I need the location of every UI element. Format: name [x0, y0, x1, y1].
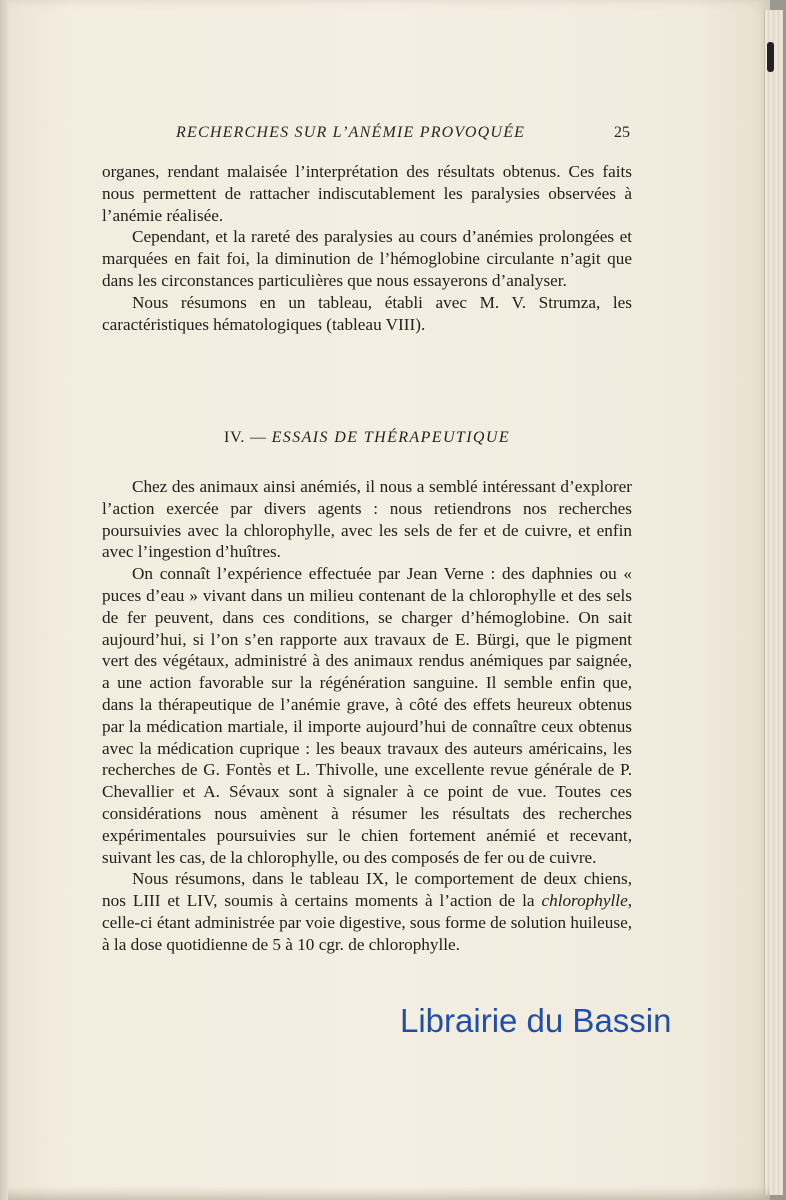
section-number: IV. —: [223, 429, 267, 446]
paragraph-5: On connaît l’expérience effectuée par Jean Verne : des daphnies ou « puces d’eau » vivant dans un milieu contenant de la chlorophylle et des sels de fer peuvent, dans ces conditions, se charger d’hémoglobine. On sait aujourd’hui, si l’on s’en rapporte aux travaux de E. Bürgi, que le pigment vert des végétaux, administré à des animaux rendus anémiques par saignée, a une action favorable sur la régénération sanguine. Il semble enfin que, dans la thérapeutique de l’anémie grave, à côté des effets heureux obtenus par la médication martiale, il importe aujourd’hui de connaître ceux obtenus avec la médication cuprique : les beaux travaux des auteurs américains, les recherches de G. Fontès et L. Thivolle, une excellente revue générale de P. Chevallier et A. Sévaux sont à signaler à ce point de vue. Toutes ces considérations nous amènent à résumer les résultats des recherches expérimentales poursuivies sur le chien fortement anémié et recevant, suivant les cas, de la chlorophylle, ou des composés de fer ou de cuivre.: [102, 564, 632, 867]
running-header: [176, 124, 630, 146]
page-edges: [764, 10, 783, 1195]
paragraph-1: organes, rendant malaisée l’interprétation des résultats obtenus. Ces faits nous permettent de rattacher indiscutablement les paralysies observées à l’anémie réalisée.: [102, 162, 632, 225]
text-block-1: [102, 161, 632, 335]
page-number: 25: [614, 124, 630, 141]
paragraph-4: Chez des animaux ainsi anémiés, il nous a semblé intéressant d’explorer l’action exercée par divers agents : nous retiendrons nos recherches poursuivies avec la chlorophylle, avec les sels de fer et de cuivre, et enfin avec l’ingestion d’huîtres.: [102, 477, 632, 562]
paragraph-6: [102, 868, 632, 955]
chlorophylle-term: chlorophylle: [541, 891, 628, 911]
paragraph-3: Nous résumons en un tableau, établi avec M. V. Strumza, les caractéristiques hématologiques (tableau VIII).: [102, 292, 632, 334]
text-block-2: [102, 476, 632, 956]
section-heading: [102, 429, 632, 447]
section-title: ESSAIS DE THÉRAPEUTIQUE: [271, 429, 511, 446]
paragraph-2: Cependant, et la rareté des paralysies au cours d’anémies prolongées et marquées en fait foi, la diminution de l’hémoglobine circulante n’agit que dans les circonstances particulières que nous essayerons d’analyser.: [102, 227, 632, 290]
page-tab-marker: [767, 42, 774, 72]
paragraph-6-end: , celle-ci étant administrée par voie digestive, sous forme de solution huileuse, à la dose quotidienne de 5 à 10 cgr. de chlorophylle.: [102, 891, 632, 954]
paragraph-6-start: Nous résumons, dans le tableau IX, le comportement de deux chiens, nos LIII et LIV, soumis à certains moments à l’action de la: [102, 869, 632, 911]
page-bottom-shadow: [8, 1186, 770, 1200]
seller-watermark: Librairie du Bassin: [400, 1002, 672, 1039]
running-title: RECHERCHES SUR L’ANÉMIE PROVOQUÉE: [176, 124, 526, 141]
